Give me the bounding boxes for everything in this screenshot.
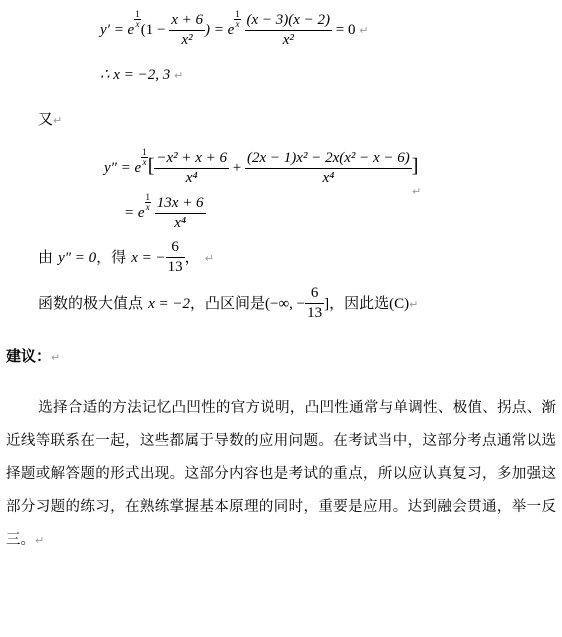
line5-fraction [166, 240, 185, 275]
line6-interval-close: ] [324, 296, 330, 312]
eq2-text: ∴ x = −2, 3 [100, 67, 171, 83]
eq1-exp-num: 1 [135, 9, 140, 19]
equation-first-derivative [100, 10, 368, 48]
line6-val: x = −2 [148, 296, 191, 312]
eq1-fraction-a [169, 13, 205, 48]
label-you [38, 108, 62, 129]
eq4-frac-den: x⁴ [174, 215, 187, 232]
line6-frac-num: 6 [305, 286, 324, 304]
paragraph-text: 选择合适的方法记忆凸凹性的官方说明，凸凹性通常与单调性、极值、拐点、渐近线等联系在一起，这些都属于导数的应用问题。在考试当中，这部分考点通常以选择题或解答题的形式出现。这部分内容也是考试的重点，所以应认真复习，多加强这部分习题的练习，在熟练掌握基本原理的同时，重要是应用。达到融会贯通，举一反三。 [6, 400, 556, 548]
eq1-fraction-b [245, 13, 333, 48]
eq1-frac-a-den: x² [181, 32, 193, 49]
return-mark: ↵ [412, 185, 422, 198]
eq3-open: [ [147, 155, 155, 177]
section-title-suggestion [6, 345, 60, 366]
return-mark: ↵ [173, 69, 184, 82]
eq3-fraction-b [245, 151, 412, 186]
eq1-frac-b-num: (x − 3)(x − 2) [245, 13, 333, 31]
eq3-return [412, 180, 421, 199]
eq3-frac-a-den: x⁴ [185, 170, 198, 187]
eq3-frac-a-num: −x² + x + 6 [154, 151, 229, 169]
eq3-lhs: y″ = e [104, 160, 142, 176]
line6-choice: (C) [389, 296, 410, 312]
suggestion-paragraph [6, 392, 556, 557]
return-mark: ↵ [204, 252, 214, 265]
eq4-exp-num: 1 [145, 192, 151, 202]
line5-frac-den: 13 [167, 259, 183, 275]
eq4-lhs: = e [124, 205, 145, 221]
line5-prefix: 由 [38, 248, 54, 266]
suggest-title: 建议： [6, 347, 52, 365]
equation-roots [100, 68, 183, 83]
eq4-fraction [155, 196, 206, 231]
return-mark: ↵ [51, 351, 61, 364]
line6-prefix: 函数的极大值点 [38, 294, 144, 312]
return-mark: ↵ [409, 298, 419, 311]
eq1-lhs: y′ = e [100, 22, 135, 38]
line6-mid: ，凸区间是 [190, 294, 266, 312]
eq3-frac-b-num: (2x − 1)x² − 2x(x² − x − 6) [245, 151, 412, 169]
eq1-frac-b-den: x² [282, 32, 294, 49]
line5-frac-num: 6 [166, 240, 185, 258]
return-mark: ↵ [35, 534, 45, 547]
line6-end: ，因此选 [329, 294, 390, 312]
eq1-tail: = 0 [335, 22, 356, 38]
eq4-exp-den: x [145, 202, 150, 212]
eq3-fraction-a [154, 151, 229, 186]
return-mark: ↵ [53, 114, 63, 127]
line6-fraction [305, 286, 324, 321]
line5-end: ， [184, 248, 200, 266]
eq3-exp-den: x [142, 157, 147, 167]
eq1-frac-a-num: x + 6 [169, 13, 205, 31]
line5-var: x = − [131, 250, 166, 266]
line-conclusion [38, 286, 418, 321]
line6-frac-den: 13 [307, 305, 323, 321]
eq1-part-a: (1 − [140, 22, 166, 38]
eq3-frac-b-den: x⁴ [322, 170, 335, 187]
return-mark: ↵ [359, 24, 369, 37]
line6-interval-open: (−∞, − [265, 296, 306, 312]
equation-second-derivative [104, 148, 418, 186]
eq1-exponent-2 [234, 10, 241, 29]
eq3-close: ] [411, 155, 419, 177]
line5-cond: y″ = 0 [58, 250, 97, 266]
you-label: 又 [38, 110, 54, 128]
eq1-exp-den: x [135, 19, 140, 29]
eq4-frac-num: 13x + 6 [155, 196, 206, 214]
eq3-plus: + [232, 160, 242, 176]
eq1-exp2-den: x [235, 19, 240, 29]
eq1-exp2-num: 1 [235, 9, 240, 19]
equation-simplified [124, 193, 206, 231]
line5-mid: ，得 [96, 248, 127, 266]
eq1-part-b: ) = e [204, 22, 235, 38]
eq3-exp-num: 1 [142, 147, 147, 157]
line-solve-second-derivative [38, 240, 214, 275]
eq4-exponent [145, 193, 152, 212]
